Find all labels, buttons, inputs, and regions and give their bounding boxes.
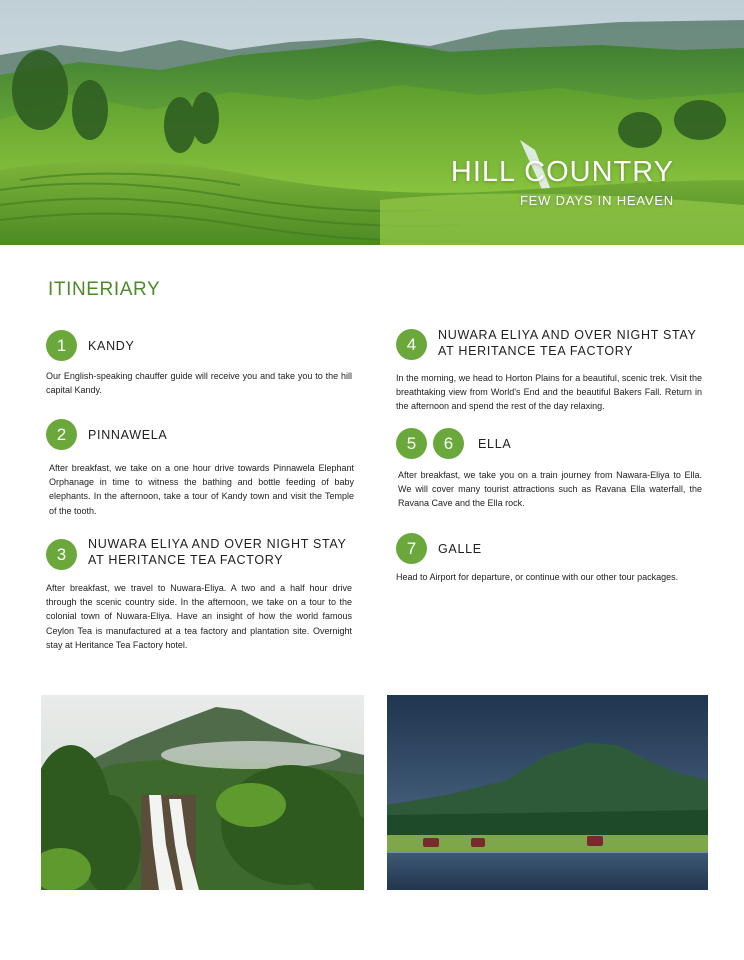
hero-subtitle: FEW DAYS IN HEAVEN [519, 193, 674, 208]
day-title: ELLA [478, 436, 512, 451]
day-number-badge: 2 [46, 419, 77, 450]
day-description: After breakfast, we take you on a train journey from Nawara-Eliya to Ella. We will cover many tourist attractions such as Ravana Ella waterfall, the Ravana Cave and the Ella rock. [398, 470, 702, 509]
day-description: After breakfast, we travel to Nuwara-Eliya. A two and a half hour drive through the scenic country side. In the afternoon, we take on a tour to the colonial town of Nuwara-Eliya. Have an insight of how the world famous Ceylon Tea is manufactured at a tea factory and plantation site. Overnight stay at Heritance Tea Factory hotel. [46, 583, 352, 650]
day-number-badge: 4 [396, 329, 427, 360]
day-number-badge: 7 [396, 533, 427, 564]
itinerary-day-4 [396, 327, 702, 414]
itinerary-day-1 [46, 330, 352, 397]
day-description: Our English-speaking chauffer guide will receive you and take you to the hill capital Kandy. [46, 371, 352, 396]
day-title: NUWARA ELIYA AND OVER NIGHT STAY AT HERITANCE TEA FACTORY [88, 537, 347, 567]
itinerary-day-3 [46, 536, 352, 652]
day-title: NUWARA ELIYA AND OVER NIGHT STAY AT HERITANCE TEA FACTORY [438, 328, 697, 358]
day-number-badge: 3 [46, 539, 77, 570]
day-title: PINNAWELA [88, 427, 168, 442]
day-description: In the morning, we head to Horton Plains for a beautiful, scenic trek. Visit the breathtaking view from World's End and the beautiful Bakers Fall. Return in the afternoon and spend the rest of the day relaxing. [396, 373, 702, 412]
itinerary-day-2 [46, 419, 354, 518]
day-number-badge: 6 [433, 428, 464, 459]
hero-banner [0, 0, 744, 245]
section-title: ITINERIARY [48, 279, 161, 300]
waterfall-photo [41, 695, 364, 890]
day-title: KANDY [88, 338, 135, 353]
itinerary-day-5-6 [396, 428, 702, 511]
itinerary-day-7 [396, 533, 706, 584]
day-number-badge: 5 [396, 428, 427, 459]
lake-mountain-image [387, 695, 708, 890]
day-description: After breakfast, we take on a one hour drive towards Pinnawela Elephant Orphanage in time to witness the bathing and bottle feeding of baby elephants. In the afternoon, take a tour of Kandy town and visit the Temple of the tooth. [49, 463, 354, 516]
day-number-badge: 1 [46, 330, 77, 361]
hero-landscape-image [0, 0, 744, 245]
day-title: GALLE [438, 541, 482, 556]
day-description: Head to Airport for departure, or continue with our other tour packages. [396, 572, 679, 582]
hero-title: HILL COUNTRY [450, 156, 674, 188]
waterfall-image [41, 695, 364, 890]
lake-mountain-photo [387, 695, 708, 890]
